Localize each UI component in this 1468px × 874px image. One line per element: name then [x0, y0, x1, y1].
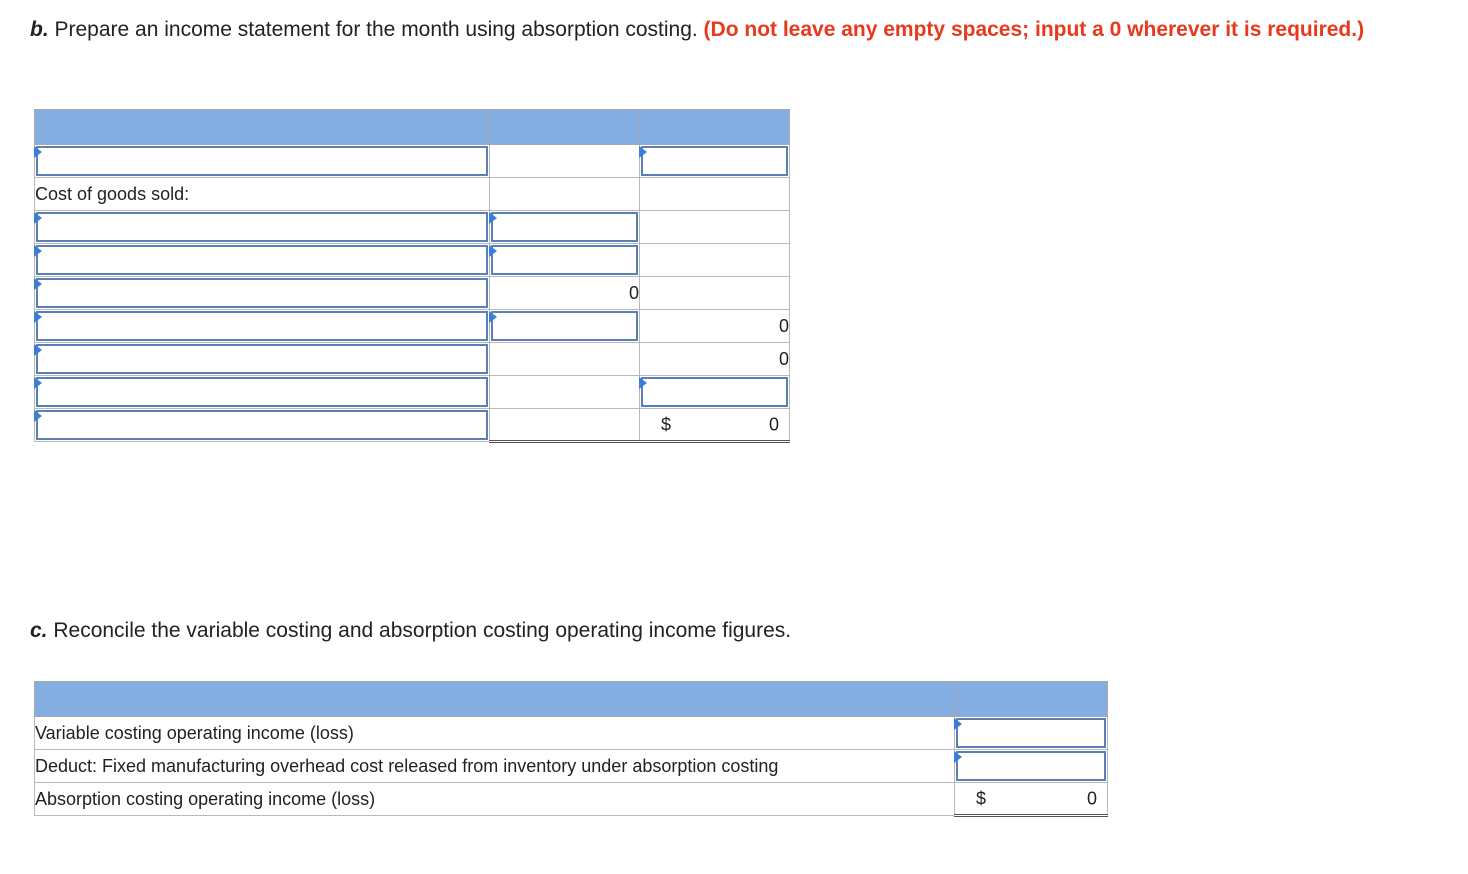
question-c	[30, 617, 1430, 644]
header-cell	[640, 110, 790, 145]
table-row	[35, 211, 790, 244]
label-field[interactable]	[36, 311, 488, 341]
dropdown-flag-icon	[954, 718, 962, 730]
label-input[interactable]	[35, 145, 490, 178]
label-input[interactable]	[35, 343, 490, 376]
amount-cell	[640, 277, 790, 310]
dropdown-flag-icon	[489, 212, 497, 224]
dropdown-flag-icon	[34, 377, 42, 389]
table-row	[35, 178, 790, 211]
dropdown-flag-icon	[34, 212, 42, 224]
label-field[interactable]	[36, 212, 488, 242]
amount-input[interactable]	[490, 244, 640, 277]
label-input[interactable]	[35, 310, 490, 343]
amount-field[interactable]	[956, 718, 1106, 748]
question-b-note: (Do not leave any empty spaces; input a 0 wherever it is required.)	[703, 18, 1365, 41]
table-row	[35, 783, 1108, 816]
label-input[interactable]	[35, 211, 490, 244]
amount-input[interactable]	[640, 145, 790, 178]
amount-cell	[490, 409, 640, 442]
row-label: Absorption costing operating income (loss)	[35, 783, 955, 816]
currency-symbol: $	[661, 414, 672, 434]
subtotal-value: 0	[490, 277, 640, 310]
label-field[interactable]	[36, 146, 488, 176]
amount-input[interactable]	[955, 717, 1108, 750]
table-row	[35, 277, 790, 310]
header-cell	[35, 682, 955, 717]
question-b-text: Prepare an income statement for the month using absorption costing.	[48, 18, 704, 41]
header-cell	[35, 110, 490, 145]
table-row	[35, 376, 790, 409]
total-value: 0	[768, 414, 779, 434]
amount-field[interactable]	[491, 212, 638, 242]
amount-input[interactable]	[640, 376, 790, 409]
dropdown-flag-icon	[34, 146, 42, 158]
dropdown-flag-icon	[34, 245, 42, 257]
label-input[interactable]	[35, 376, 490, 409]
dropdown-flag-icon	[34, 344, 42, 356]
dropdown-flag-icon	[34, 410, 42, 422]
dropdown-flag-icon	[34, 278, 42, 290]
table-row	[35, 409, 790, 442]
total-value: 0	[1086, 788, 1097, 808]
label-input[interactable]	[35, 244, 490, 277]
row-label: Deduct: Fixed manufacturing overhead cost released from inventory under absorption costing	[35, 750, 955, 783]
label-input[interactable]	[35, 277, 490, 310]
amount-field[interactable]	[491, 245, 638, 275]
dropdown-flag-icon	[34, 311, 42, 323]
amount-field[interactable]	[641, 377, 788, 407]
table-row	[35, 750, 1108, 783]
label-field[interactable]	[36, 344, 488, 374]
dropdown-flag-icon	[954, 751, 962, 763]
amount-cell	[490, 145, 640, 178]
amount-cell	[640, 178, 790, 211]
amount-cell	[490, 178, 640, 211]
question-b	[30, 16, 1430, 43]
currency-symbol: $	[976, 788, 987, 808]
row-label: Cost of goods sold:	[35, 178, 490, 211]
computed-value: 0	[640, 343, 790, 376]
amount-input[interactable]	[490, 310, 640, 343]
amount-input[interactable]	[490, 211, 640, 244]
table-header-row	[35, 110, 790, 145]
label-field[interactable]	[36, 245, 488, 275]
label-field[interactable]	[36, 410, 488, 440]
label-field[interactable]	[36, 377, 488, 407]
dropdown-flag-icon	[489, 245, 497, 257]
amount-field[interactable]	[491, 311, 638, 341]
reconciliation-table	[34, 681, 1108, 817]
header-cell	[955, 682, 1108, 717]
amount-field[interactable]	[641, 146, 788, 176]
amount-cell	[490, 376, 640, 409]
dropdown-flag-icon	[639, 377, 647, 389]
amount-cell	[640, 211, 790, 244]
computed-value: 0	[640, 310, 790, 343]
amount-cell	[640, 244, 790, 277]
total-cell	[955, 783, 1108, 816]
label-input[interactable]	[35, 409, 490, 442]
question-c-letter: c.	[30, 619, 48, 642]
table-row	[35, 310, 790, 343]
dropdown-flag-icon	[489, 311, 497, 323]
table-row	[35, 145, 790, 178]
income-statement-table	[34, 109, 790, 443]
question-c-text: Reconcile the variable costing and absorption costing operating income figures.	[47, 619, 792, 642]
table-header-row	[35, 682, 1108, 717]
row-label: Variable costing operating income (loss)	[35, 717, 955, 750]
amount-cell	[490, 343, 640, 376]
table-row	[35, 343, 790, 376]
header-cell	[490, 110, 640, 145]
total-cell	[640, 409, 790, 442]
question-b-letter: b.	[30, 18, 49, 41]
label-field[interactable]	[36, 278, 488, 308]
table-row	[35, 244, 790, 277]
amount-field[interactable]	[956, 751, 1106, 781]
dropdown-flag-icon	[639, 146, 647, 158]
table-row	[35, 717, 1108, 750]
amount-input[interactable]	[955, 750, 1108, 783]
